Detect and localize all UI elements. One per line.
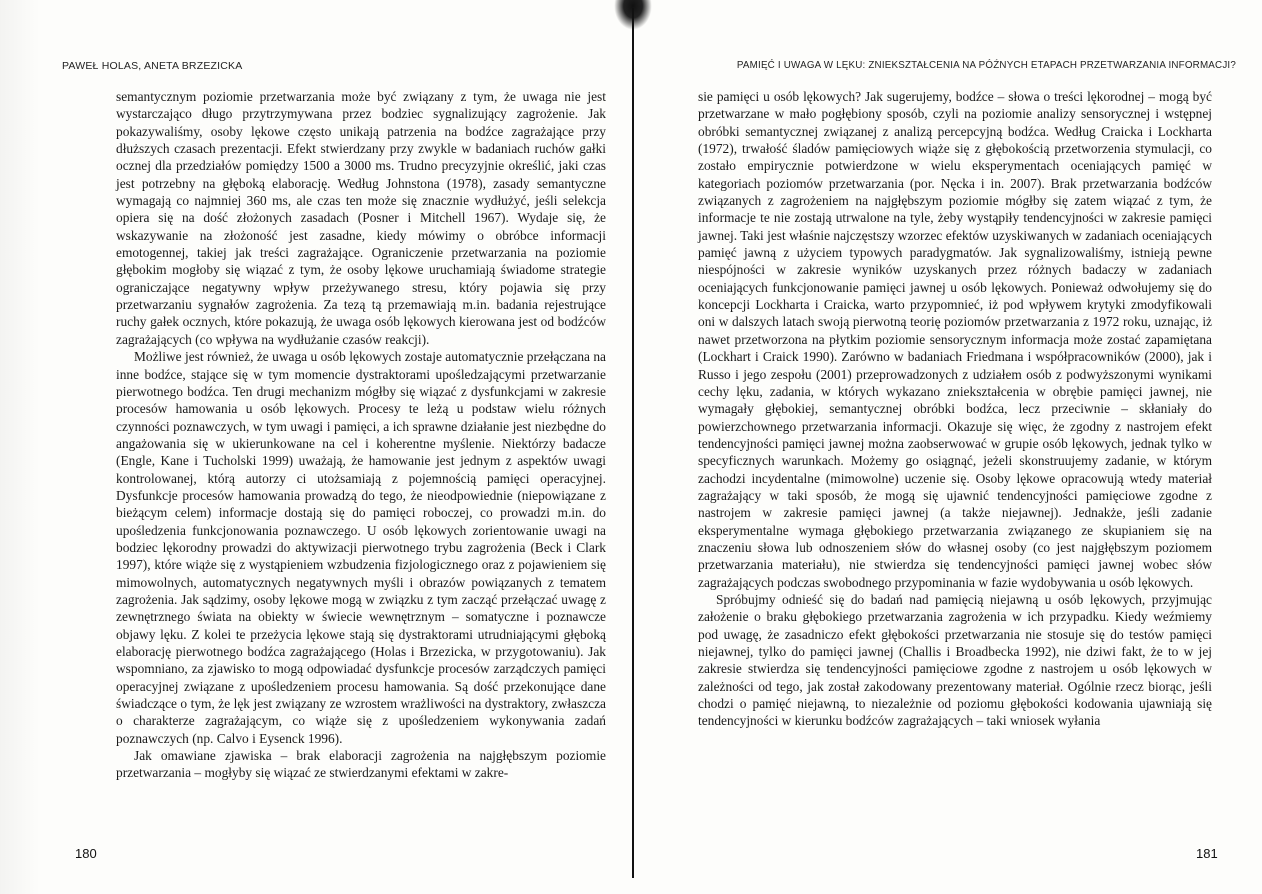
right-running-head: PAMIĘĆ I UWAGA W LĘKU: ZNIEKSZTAŁCENIA NA PÓŹNYCH ETAPACH PRZETWARZANIA INFORMACJI? (736, 60, 1236, 71)
right-paragraph-2: Spróbujmy odnieść się do badań nad pamięcią niejawną u osób lękowych, przyjmując założenie o braku głębokiego przetwarzania zagrożenia w ich przypadku. Kiedy weźmiemy pod uwagę, że zasadniczo efekt głębokości przetwarzania nie stosuje się do testów pamięci niejawnej, tylko do pamięci jawnej (Challis i Broadbecka 1992), nie dziwi fakt, że to w jej zakresie stwierdza się tendencyjności pamięciowe zgodne z nastrojem u osób lękowych w zależności od tego, jak został zakodowany prezentowany materiał. Ogólnie rzecz biorąc, jeśli chodzi o pamięć niejawną, to niezależnie od poziomu głębokości kodowania ujawniają się tendencyjności w kierunku bodźców zagrażających – taki wniosek wyłania (698, 591, 1212, 729)
left-paragraph-2: Możliwe jest również, że uwaga u osób lękowych zostaje automatycznie przełączana na inne bodźce, stające się w tym momencie dystraktorami upośledzającymi przetwarzanie pierwotnego bodźca. Ten drugi mechanizm mógłby się wiązać z dysfunkcjami w zakresie procesów hamowania u osób lękowych. Procesy te leżą u podstaw wielu różnych czynności poznawczych, w tym uwagi i pamięci, a ich sprawne działanie jest niezbędne do angażowania się w ukierunkowane na cel i koherentne myślenie. Niektórzy badacze (Engle, Kane i Tucholski 1999) uważają, że hamowanie jest jednym z aspektów uwagi kontrolowanej, którą autorzy ci utożsamiają z pojemnością pamięci operacyjnej. Dysfunkcje procesów hamowania prowadzą do tego, że nieodpowiednie (niepowiązane z bieżącym celem) informacje dostają się do pamięci roboczej, co prowadzi m.in. do upośledzenia funkcjonowania poznawczego. U osób lękowych zorientowanie uwagi na bodziec lękorodny prowadzi do aktywizacji pierwotnego trybu zagrożenia (Beck i Clark 1997), które wiąże się z wystąpieniem wzbudzenia fizjologicznego oraz z pojawieniem się mimowolnych, automatycznych negatywnych myśli i obrazów powiązanych z tematem zagrożenia. Jak sądzimy, osoby lękowe mogą w związku z tym zacząć przełączać uwagę z zewnętrznego świata na obiekty w świecie wewnętrznym – somatyczne i poznawcze objawy lęku. Z kolei te przeżycia lękowe stają się dystraktorami utrudniającymi głęboką elaborację pierwotnego bodźca zagrażającego (Holas i Brzezicka, w przygotowaniu). Jak wspomniano, za zjawisko to mogą odpowiadać dysfunkcje procesów zarządczych pamięci operacyjnej związane z upośledzeniem procesu hamowania. Są dość przekonujące dane świadczące o tym, że lęk jest związany ze wzrostem wrażliwości na dystraktory, zwłaszcza o charakterze zagrażającym, co wiąże się z upośledzeniem wykonywania zadań poznawczych (np. Calvo i Eysenck 1996). (116, 349, 606, 746)
left-body-text (116, 88, 606, 782)
left-running-head: PAWEŁ HOLAS, ANETA BRZEZICKA (62, 60, 243, 72)
left-paragraph-1: semantycznym poziomie przetwarzania może być związany z tym, że uwaga nie jest wystarczająco długo przytrzymywana przez bodziec sygnalizujący zagrożenie. Jak pokazywaliśmy, osoby lękowe często unikają patrzenia na bodźce zagrażające przy dłuższych czasach prezentacji. Efekt stwierdzany przy zwykle w badaniach ruchów gałki ocznej dla przedziałów pomiędzy 1500 a 3000 ms. Trudno precyzyjnie określić, jaki czas jest potrzebny na głęboką elaborację. Według Johnstona (1978), zasady semantyczne wymagają co najmniej 360 ms, ale czas ten może się znacznie wydłużyć, jeśli selekcja opiera się na dość złożonych zasadach (Posner i Mitchell 1967). Wydaje się, że wskazywanie na złożoność jest zasadne, kiedy mówimy o obróbce informacji emotogennej, takiej jak treści zagrażające. Ograniczenie przetwarzania na poziomie głębokim mogłoby się wiązać z tym, że osoby lękowe uruchamiają świadome strategie ograniczające negatywny wpływ przeżywanego stresu, który pojawia się przy przetwarzaniu sygnałów zagrożenia. Za tezą tą przemawiają m.in. badania rejestrujące ruchy gałek ocznych, które pokazują, że uwaga osób lękowych kierowana jest od bodźców zagrażających (co wpływa na wydłużanie czasów reakcji). (116, 89, 606, 347)
right-page (640, 0, 1262, 894)
spine-line (632, 8, 634, 878)
left-paragraph-3: Jak omawiane zjawiska – brak elaboracji zagrożenia na najgłębszym poziomie przetwarzania – mogłyby się wiązać ze stwierdzanymi efektami w zakre- (116, 748, 606, 781)
right-body-text (698, 88, 1212, 730)
right-paragraph-1: sie pamięci u osób lękowych? Jak sugerujemy, bodźce – słowa o treści lękorodnej – mogą być przetwarzane w mało pogłębiony sposób, czyli na poziomie analizy sensorycznej i wstępnej obróbki semantycznej związanej z analizą percepcyjną bodźca. Według Craicka i Lockharta (1972), trwałość śladów pamięciowych wiąże się z głębokością przetworzenia stymulacji, co zostało empirycznie potwierdzone w wielu eksperymentach oceniających pamięć w kategoriach poziomów przetwarzania (por. Nęcka i in. 2007). Brak przetwarzania bodźców związanych z zagrożeniem na najgłębszym poziomie mógłby się zatem wiązać z tym, że informacje te nie zostają utrwalone na tyle, żeby wystąpiły tendencyjności w zakresie pamięci jawnej. Taki jest właśnie najczęstszy wzorzec efektów uzyskiwanych w zadaniach oceniających pamięć jawną z użyciem typowych paradygmatów. Jak sygnalizowaliśmy, istnieją pewne niespójności w zakresie wyników uzyskanych przez różnych badaczy w zadaniach oceniających funkcjonowanie pamięci jawnej u osób lękowych. Ponieważ odwołujemy się do koncepcji Lockharta i Craicka, warto przypomnieć, iż pod wpływem krytyki zmodyfikowali oni w dalszych latach swoją pierwotną teorię poziomów przetwarzania z 1972 roku, uznając, iż nawet przetworzona na płytkim poziomie sensorycznym informacja może zostać zapamiętana (Lockhart i Craick 1990). Zarówno w badaniach Friedmana i współpracowników (2000), jak i Russo i jego zespołu (2001) przeprowadzonych z udziałem osób z podwyższonymi wynikami cechy lęku, zadania, w których wykazano zniekształcenia w obrębie pamięci jawnej, nie wymagały głębokiej, semantycznej obróbki bodźca, lecz przeciwnie – skłaniały do powierzchownego przetwarzania informacji. Okazuje się więc, że zgodny z nastrojem efekt tendencyjności pamięci jawnej można zaobserwować w grupie osób lękowych, jednak tylko w specyficznych warunkach. Możemy go osiągnąć, jeżeli skonstruujemy zadanie, w którym zachodzi incydentalne (mimowolne) uczenie się. Osoby lękowe opracowują wtedy materiał zagrażający w taki sposób, że mogą się ujawnić tendencyjności pamięciowe zgodne z nastrojem w zakresie pamięci jawnej (a także niejawnej). Jednakże, jeśli zadanie eksperymentalne wymaga głębokiego przetwarzania związanego ze skupianiem się na znaczeniu słowa lub odnoszeniem słów do własnej osoby (co jest najgłębszym poziomem przetwarzania materiału), nie stwierdza się tendencyjności pamięci jawnej wobec słów zagrażających podczas swobodnego przypominania w fazie wydobywania u osób lękowych. (698, 89, 1212, 590)
left-page (0, 0, 628, 894)
book-spine (628, 0, 640, 894)
right-page-number: 181 (1196, 846, 1218, 861)
left-page-number: 180 (75, 846, 97, 861)
